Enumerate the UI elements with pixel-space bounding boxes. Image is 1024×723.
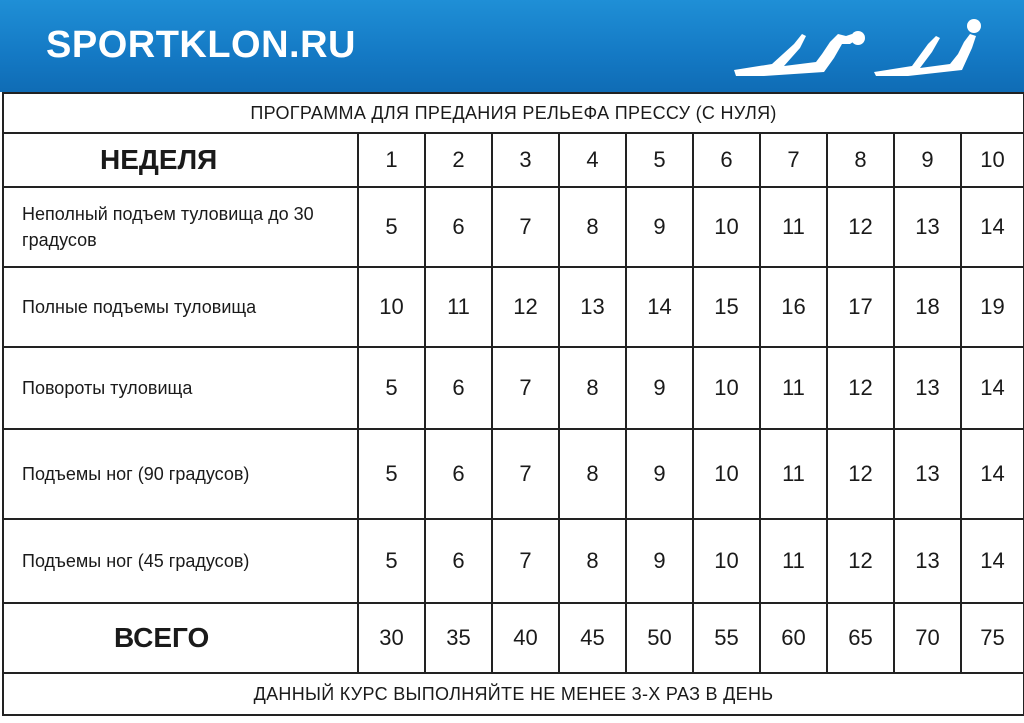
rep-count: 16 (760, 267, 827, 347)
rep-count: 9 (626, 187, 693, 267)
table-row (3, 519, 1024, 603)
rep-count: 11 (760, 519, 827, 603)
week-number: 1 (358, 133, 425, 187)
total-count: 50 (626, 603, 693, 673)
rep-count: 13 (894, 519, 961, 603)
week-number: 5 (626, 133, 693, 187)
rep-count: 8 (559, 187, 626, 267)
rep-count: 12 (827, 187, 894, 267)
rep-count: 7 (492, 519, 559, 603)
rep-count: 14 (961, 519, 1024, 603)
total-count: 60 (760, 603, 827, 673)
total-count: 70 (894, 603, 961, 673)
rep-count: 5 (358, 429, 425, 519)
exercise-label: Подъемы ног (90 градусов) (3, 429, 358, 519)
rep-count: 12 (492, 267, 559, 347)
table-row (3, 187, 1024, 267)
week-label: НЕДЕЛЯ (3, 133, 358, 187)
exercise-label: Повороты туловища (3, 347, 358, 429)
rep-count: 10 (693, 519, 760, 603)
rep-count: 12 (827, 429, 894, 519)
exercise-label: Неполный подъем туловища до 30 градусов (3, 187, 358, 267)
table-row (3, 429, 1024, 519)
week-number: 7 (760, 133, 827, 187)
rep-count: 10 (693, 347, 760, 429)
table-footer-note: ДАННЫЙ КУРС ВЫПОЛНЯЙТЕ НЕ МЕНЕЕ 3-Х РАЗ В ДЕНЬ (3, 673, 1024, 715)
week-number: 2 (425, 133, 492, 187)
total-count: 40 (492, 603, 559, 673)
rep-count: 14 (626, 267, 693, 347)
rep-count: 11 (425, 267, 492, 347)
site-header (0, 0, 1024, 92)
rep-count: 14 (961, 347, 1024, 429)
rep-count: 12 (827, 347, 894, 429)
rep-count: 17 (827, 267, 894, 347)
total-count: 55 (693, 603, 760, 673)
site-logo: SPORTKLON.RU (46, 24, 356, 66)
rep-count: 7 (492, 187, 559, 267)
week-number: 6 (693, 133, 760, 187)
rep-count: 10 (693, 187, 760, 267)
rep-count: 9 (626, 429, 693, 519)
rep-count: 12 (827, 519, 894, 603)
rep-count: 14 (961, 187, 1024, 267)
exercise-label: Полные подъемы туловища (3, 267, 358, 347)
rep-count: 5 (358, 187, 425, 267)
week-number: 3 (492, 133, 559, 187)
rep-count: 13 (894, 187, 961, 267)
table-row (3, 267, 1024, 347)
situp-figures-icon (724, 14, 984, 80)
rep-count: 5 (358, 519, 425, 603)
rep-count: 11 (760, 187, 827, 267)
total-count: 65 (827, 603, 894, 673)
rep-count: 9 (626, 347, 693, 429)
rep-count: 8 (559, 347, 626, 429)
total-count: 45 (559, 603, 626, 673)
total-label: ВСЕГО (3, 603, 358, 673)
table-title: ПРОГРАММА ДЛЯ ПРЕДАНИЯ РЕЛЬЕФА ПРЕССУ (С НУЛЯ) (3, 93, 1024, 133)
rep-count: 5 (358, 347, 425, 429)
rep-count: 6 (425, 519, 492, 603)
totals-row (3, 603, 1024, 673)
week-number: 9 (894, 133, 961, 187)
rep-count: 18 (894, 267, 961, 347)
total-count: 75 (961, 603, 1024, 673)
rep-count: 10 (358, 267, 425, 347)
week-number: 10 (961, 133, 1024, 187)
rep-count: 7 (492, 429, 559, 519)
total-count: 30 (358, 603, 425, 673)
rep-count: 13 (559, 267, 626, 347)
rep-count: 13 (894, 347, 961, 429)
rep-count: 13 (894, 429, 961, 519)
table-row (3, 347, 1024, 429)
week-number: 4 (559, 133, 626, 187)
rep-count: 6 (425, 429, 492, 519)
rep-count: 6 (425, 187, 492, 267)
rep-count: 11 (760, 429, 827, 519)
rep-count: 6 (425, 347, 492, 429)
rep-count: 7 (492, 347, 559, 429)
rep-count: 8 (559, 429, 626, 519)
program-table (2, 92, 1024, 716)
rep-count: 15 (693, 267, 760, 347)
exercise-label: Подъемы ног (45 градусов) (3, 519, 358, 603)
rep-count: 10 (693, 429, 760, 519)
rep-count: 19 (961, 267, 1024, 347)
rep-count: 8 (559, 519, 626, 603)
rep-count: 9 (626, 519, 693, 603)
rep-count: 14 (961, 429, 1024, 519)
total-count: 35 (425, 603, 492, 673)
rep-count: 11 (760, 347, 827, 429)
week-number: 8 (827, 133, 894, 187)
